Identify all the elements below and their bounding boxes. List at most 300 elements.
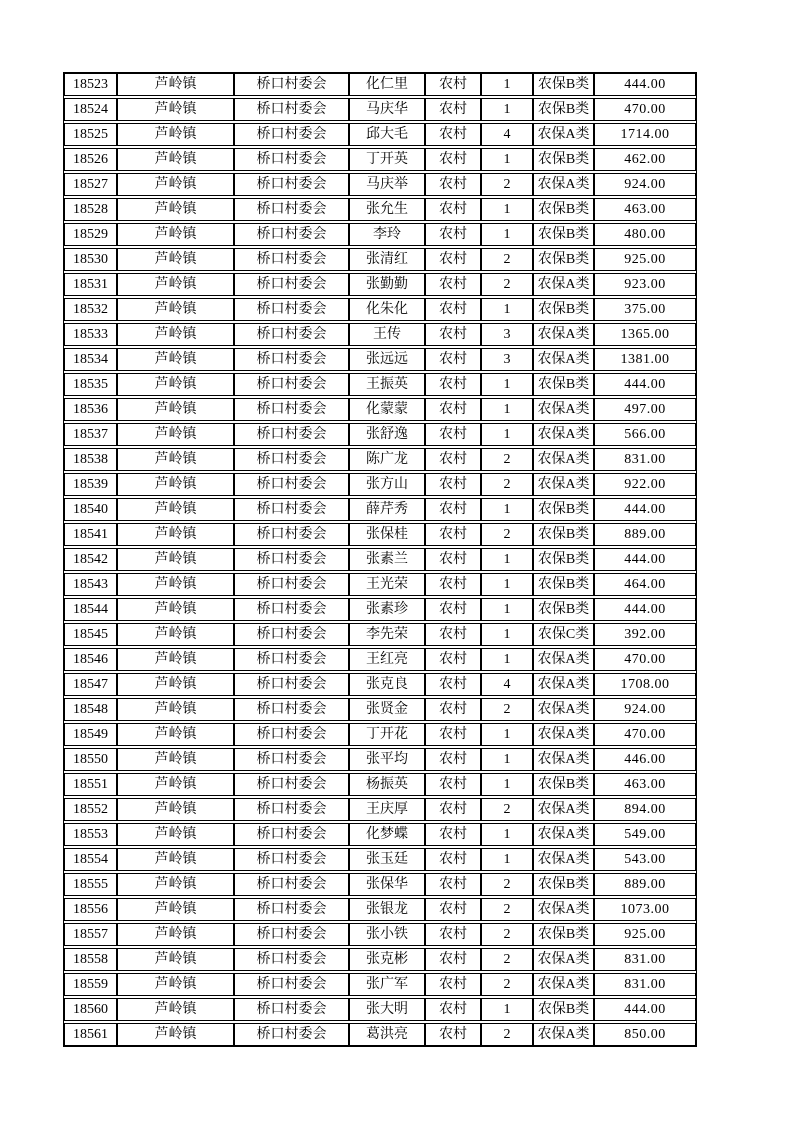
cell-insurance_category: 农保B类	[533, 248, 594, 271]
cell-residence_type: 农村	[425, 598, 481, 621]
cell-town: 芦岭镇	[117, 748, 234, 771]
cell-amount: 924.00	[594, 173, 696, 196]
cell-insurance_category: 农保B类	[533, 548, 594, 571]
cell-person_count: 1	[481, 598, 533, 621]
cell-amount: 470.00	[594, 98, 696, 121]
cell-residence_type: 农村	[425, 698, 481, 721]
cell-id: 18523	[64, 73, 117, 96]
cell-village: 桥口村委会	[234, 723, 349, 746]
cell-id: 18536	[64, 398, 117, 421]
cell-town: 芦岭镇	[117, 198, 234, 221]
cell-id: 18540	[64, 498, 117, 521]
cell-name: 张克彬	[349, 948, 425, 971]
table-row	[64, 323, 696, 346]
cell-id: 18529	[64, 223, 117, 246]
cell-person_count: 2	[481, 798, 533, 821]
cell-amount: 444.00	[594, 73, 696, 96]
cell-name: 王振英	[349, 373, 425, 396]
cell-insurance_category: 农保B类	[533, 573, 594, 596]
cell-amount: 470.00	[594, 648, 696, 671]
cell-amount: 375.00	[594, 298, 696, 321]
cell-town: 芦岭镇	[117, 948, 234, 971]
cell-village: 桥口村委会	[234, 623, 349, 646]
cell-insurance_category: 农保A类	[533, 898, 594, 921]
cell-person_count: 1	[481, 498, 533, 521]
cell-town: 芦岭镇	[117, 473, 234, 496]
cell-id: 18538	[64, 448, 117, 471]
cell-id: 18537	[64, 423, 117, 446]
cell-village: 桥口村委会	[234, 973, 349, 996]
table-row	[64, 773, 696, 796]
cell-amount: 889.00	[594, 873, 696, 896]
table-row	[64, 523, 696, 546]
cell-person_count: 2	[481, 973, 533, 996]
cell-village: 桥口村委会	[234, 298, 349, 321]
cell-id: 18547	[64, 673, 117, 696]
cell-amount: 831.00	[594, 948, 696, 971]
cell-name: 化仁里	[349, 73, 425, 96]
cell-name: 张大明	[349, 998, 425, 1021]
cell-insurance_category: 农保B类	[533, 298, 594, 321]
table-row	[64, 848, 696, 871]
cell-town: 芦岭镇	[117, 373, 234, 396]
cell-town: 芦岭镇	[117, 148, 234, 171]
cell-person_count: 1	[481, 823, 533, 846]
table-row	[64, 248, 696, 271]
table-row	[64, 498, 696, 521]
cell-town: 芦岭镇	[117, 623, 234, 646]
cell-id: 18549	[64, 723, 117, 746]
cell-insurance_category: 农保B类	[533, 98, 594, 121]
table-row	[64, 148, 696, 171]
cell-id: 18544	[64, 598, 117, 621]
cell-residence_type: 农村	[425, 748, 481, 771]
cell-person_count: 3	[481, 348, 533, 371]
cell-amount: 566.00	[594, 423, 696, 446]
cell-person_count: 2	[481, 1023, 533, 1046]
table-row	[64, 298, 696, 321]
cell-amount: 922.00	[594, 473, 696, 496]
cell-id: 18542	[64, 548, 117, 571]
table-row	[64, 548, 696, 571]
cell-id: 18548	[64, 698, 117, 721]
cell-id: 18551	[64, 773, 117, 796]
cell-id: 18555	[64, 873, 117, 896]
cell-id: 18528	[64, 198, 117, 221]
cell-amount: 924.00	[594, 698, 696, 721]
table-row	[64, 398, 696, 421]
cell-person_count: 1	[481, 773, 533, 796]
cell-residence_type: 农村	[425, 898, 481, 921]
cell-residence_type: 农村	[425, 1023, 481, 1046]
cell-id: 18535	[64, 373, 117, 396]
cell-village: 桥口村委会	[234, 648, 349, 671]
table-row	[64, 73, 696, 96]
cell-village: 桥口村委会	[234, 748, 349, 771]
table-row	[64, 748, 696, 771]
cell-residence_type: 农村	[425, 98, 481, 121]
cell-id: 18556	[64, 898, 117, 921]
cell-town: 芦岭镇	[117, 223, 234, 246]
cell-person_count: 1	[481, 398, 533, 421]
cell-insurance_category: 农保A类	[533, 448, 594, 471]
cell-amount: 543.00	[594, 848, 696, 871]
cell-id: 18541	[64, 523, 117, 546]
cell-id: 18524	[64, 98, 117, 121]
cell-amount: 444.00	[594, 548, 696, 571]
cell-person_count: 2	[481, 948, 533, 971]
cell-insurance_category: 农保B类	[533, 923, 594, 946]
cell-id: 18525	[64, 123, 117, 146]
cell-insurance_category: 农保A类	[533, 748, 594, 771]
cell-amount: 1708.00	[594, 673, 696, 696]
cell-insurance_category: 农保A类	[533, 823, 594, 846]
cell-name: 张远远	[349, 348, 425, 371]
cell-village: 桥口村委会	[234, 423, 349, 446]
payment-table	[63, 72, 697, 1047]
cell-amount: 894.00	[594, 798, 696, 821]
cell-amount: 1714.00	[594, 123, 696, 146]
cell-residence_type: 农村	[425, 448, 481, 471]
cell-village: 桥口村委会	[234, 248, 349, 271]
cell-insurance_category: 农保A类	[533, 348, 594, 371]
table-row	[64, 473, 696, 496]
cell-name: 马庆华	[349, 98, 425, 121]
cell-person_count: 3	[481, 323, 533, 346]
cell-residence_type: 农村	[425, 673, 481, 696]
table-row	[64, 448, 696, 471]
cell-insurance_category: 农保A类	[533, 648, 594, 671]
cell-residence_type: 农村	[425, 923, 481, 946]
cell-amount: 831.00	[594, 448, 696, 471]
cell-village: 桥口村委会	[234, 323, 349, 346]
table-row	[64, 598, 696, 621]
cell-residence_type: 农村	[425, 223, 481, 246]
cell-insurance_category: 农保B类	[533, 523, 594, 546]
table-row	[64, 623, 696, 646]
cell-town: 芦岭镇	[117, 248, 234, 271]
cell-town: 芦岭镇	[117, 448, 234, 471]
cell-town: 芦岭镇	[117, 673, 234, 696]
cell-village: 桥口村委会	[234, 773, 349, 796]
cell-amount: 463.00	[594, 198, 696, 221]
table-row	[64, 673, 696, 696]
cell-name: 丁开花	[349, 723, 425, 746]
cell-town: 芦岭镇	[117, 848, 234, 871]
cell-name: 王光荣	[349, 573, 425, 596]
cell-village: 桥口村委会	[234, 273, 349, 296]
table-row	[64, 998, 696, 1021]
table-row	[64, 373, 696, 396]
cell-person_count: 1	[481, 223, 533, 246]
cell-name: 葛洪亮	[349, 1023, 425, 1046]
table-row	[64, 698, 696, 721]
cell-id: 18558	[64, 948, 117, 971]
cell-id: 18561	[64, 1023, 117, 1046]
cell-insurance_category: 农保A类	[533, 798, 594, 821]
table-row	[64, 173, 696, 196]
cell-residence_type: 农村	[425, 573, 481, 596]
cell-id: 18534	[64, 348, 117, 371]
table-row	[64, 573, 696, 596]
cell-town: 芦岭镇	[117, 598, 234, 621]
table-row	[64, 1023, 696, 1046]
cell-village: 桥口村委会	[234, 348, 349, 371]
cell-name: 张保华	[349, 873, 425, 896]
cell-town: 芦岭镇	[117, 898, 234, 921]
cell-residence_type: 农村	[425, 648, 481, 671]
cell-residence_type: 农村	[425, 248, 481, 271]
cell-person_count: 2	[481, 248, 533, 271]
cell-name: 张保桂	[349, 523, 425, 546]
cell-person_count: 2	[481, 923, 533, 946]
cell-name: 张方山	[349, 473, 425, 496]
cell-name: 张小铁	[349, 923, 425, 946]
cell-insurance_category: 农保B类	[533, 498, 594, 521]
cell-insurance_category: 农保B类	[533, 773, 594, 796]
cell-id: 18552	[64, 798, 117, 821]
cell-residence_type: 农村	[425, 373, 481, 396]
cell-town: 芦岭镇	[117, 498, 234, 521]
cell-village: 桥口村委会	[234, 498, 349, 521]
cell-person_count: 1	[481, 423, 533, 446]
cell-person_count: 1	[481, 723, 533, 746]
cell-town: 芦岭镇	[117, 548, 234, 571]
cell-name: 马庆举	[349, 173, 425, 196]
cell-person_count: 1	[481, 98, 533, 121]
cell-person_count: 2	[481, 273, 533, 296]
cell-town: 芦岭镇	[117, 398, 234, 421]
cell-village: 桥口村委会	[234, 73, 349, 96]
cell-name: 张允生	[349, 198, 425, 221]
cell-id: 18557	[64, 923, 117, 946]
cell-village: 桥口村委会	[234, 548, 349, 571]
cell-name: 张贤金	[349, 698, 425, 721]
cell-residence_type: 农村	[425, 623, 481, 646]
cell-name: 张银龙	[349, 898, 425, 921]
cell-insurance_category: 农保A类	[533, 173, 594, 196]
cell-person_count: 2	[481, 898, 533, 921]
cell-residence_type: 农村	[425, 298, 481, 321]
cell-name: 化梦蝶	[349, 823, 425, 846]
cell-town: 芦岭镇	[117, 923, 234, 946]
table-row	[64, 723, 696, 746]
cell-insurance_category: 农保A类	[533, 948, 594, 971]
cell-town: 芦岭镇	[117, 98, 234, 121]
cell-insurance_category: 农保B类	[533, 998, 594, 1021]
cell-amount: 444.00	[594, 998, 696, 1021]
cell-residence_type: 农村	[425, 173, 481, 196]
cell-person_count: 1	[481, 748, 533, 771]
cell-residence_type: 农村	[425, 273, 481, 296]
cell-id: 18550	[64, 748, 117, 771]
cell-insurance_category: 农保A类	[533, 123, 594, 146]
cell-name: 王庆厚	[349, 798, 425, 821]
cell-village: 桥口村委会	[234, 473, 349, 496]
cell-amount: 831.00	[594, 973, 696, 996]
table-row	[64, 898, 696, 921]
cell-residence_type: 农村	[425, 323, 481, 346]
cell-residence_type: 农村	[425, 473, 481, 496]
cell-name: 李玲	[349, 223, 425, 246]
cell-village: 桥口村委会	[234, 373, 349, 396]
cell-amount: 444.00	[594, 373, 696, 396]
cell-insurance_category: 农保A类	[533, 423, 594, 446]
cell-name: 陈广龙	[349, 448, 425, 471]
cell-name: 邱大毛	[349, 123, 425, 146]
table-row	[64, 798, 696, 821]
cell-village: 桥口村委会	[234, 523, 349, 546]
cell-amount: 925.00	[594, 923, 696, 946]
table-row	[64, 423, 696, 446]
cell-residence_type: 农村	[425, 973, 481, 996]
cell-residence_type: 农村	[425, 548, 481, 571]
cell-residence_type: 农村	[425, 498, 481, 521]
cell-person_count: 1	[481, 148, 533, 171]
cell-village: 桥口村委会	[234, 398, 349, 421]
cell-village: 桥口村委会	[234, 823, 349, 846]
cell-amount: 923.00	[594, 273, 696, 296]
cell-id: 18553	[64, 823, 117, 846]
cell-town: 芦岭镇	[117, 423, 234, 446]
cell-amount: 1365.00	[594, 323, 696, 346]
cell-village: 桥口村委会	[234, 123, 349, 146]
cell-town: 芦岭镇	[117, 273, 234, 296]
cell-insurance_category: 农保B类	[533, 873, 594, 896]
cell-name: 李先荣	[349, 623, 425, 646]
cell-town: 芦岭镇	[117, 523, 234, 546]
cell-town: 芦岭镇	[117, 648, 234, 671]
cell-name: 张克良	[349, 673, 425, 696]
cell-amount: 925.00	[594, 248, 696, 271]
cell-name: 王红亮	[349, 648, 425, 671]
cell-person_count: 1	[481, 623, 533, 646]
cell-residence_type: 农村	[425, 848, 481, 871]
cell-village: 桥口村委会	[234, 873, 349, 896]
table-row	[64, 348, 696, 371]
cell-id: 18526	[64, 148, 117, 171]
cell-id: 18545	[64, 623, 117, 646]
cell-town: 芦岭镇	[117, 798, 234, 821]
cell-amount: 464.00	[594, 573, 696, 596]
cell-id: 18546	[64, 648, 117, 671]
cell-town: 芦岭镇	[117, 773, 234, 796]
cell-village: 桥口村委会	[234, 448, 349, 471]
cell-residence_type: 农村	[425, 198, 481, 221]
cell-name: 化蒙蒙	[349, 398, 425, 421]
cell-insurance_category: 农保A类	[533, 673, 594, 696]
table-row	[64, 648, 696, 671]
cell-name: 张广军	[349, 973, 425, 996]
cell-insurance_category: 农保B类	[533, 148, 594, 171]
cell-town: 芦岭镇	[117, 73, 234, 96]
cell-insurance_category: 农保A类	[533, 1023, 594, 1046]
cell-amount: 1073.00	[594, 898, 696, 921]
cell-id: 18539	[64, 473, 117, 496]
cell-person_count: 1	[481, 73, 533, 96]
cell-village: 桥口村委会	[234, 948, 349, 971]
cell-residence_type: 农村	[425, 823, 481, 846]
cell-village: 桥口村委会	[234, 798, 349, 821]
table-row	[64, 273, 696, 296]
cell-person_count: 1	[481, 198, 533, 221]
cell-residence_type: 农村	[425, 423, 481, 446]
cell-person_count: 1	[481, 373, 533, 396]
cell-amount: 444.00	[594, 598, 696, 621]
cell-town: 芦岭镇	[117, 998, 234, 1021]
cell-town: 芦岭镇	[117, 823, 234, 846]
table-row	[64, 123, 696, 146]
cell-insurance_category: 农保A类	[533, 723, 594, 746]
cell-village: 桥口村委会	[234, 98, 349, 121]
table-row	[64, 223, 696, 246]
cell-residence_type: 农村	[425, 123, 481, 146]
table-row	[64, 923, 696, 946]
table-row	[64, 198, 696, 221]
cell-residence_type: 农村	[425, 523, 481, 546]
cell-town: 芦岭镇	[117, 1023, 234, 1046]
cell-person_count: 1	[481, 998, 533, 1021]
cell-village: 桥口村委会	[234, 923, 349, 946]
cell-village: 桥口村委会	[234, 673, 349, 696]
cell-insurance_category: 农保B类	[533, 223, 594, 246]
cell-residence_type: 农村	[425, 148, 481, 171]
cell-insurance_category: 农保A类	[533, 273, 594, 296]
table-row	[64, 873, 696, 896]
cell-amount: 470.00	[594, 723, 696, 746]
cell-insurance_category: 农保A类	[533, 473, 594, 496]
table-row	[64, 823, 696, 846]
cell-town: 芦岭镇	[117, 723, 234, 746]
cell-person_count: 4	[481, 673, 533, 696]
cell-village: 桥口村委会	[234, 223, 349, 246]
cell-name: 张勤勤	[349, 273, 425, 296]
cell-amount: 850.00	[594, 1023, 696, 1046]
cell-amount: 497.00	[594, 398, 696, 421]
cell-name: 张清红	[349, 248, 425, 271]
cell-insurance_category: 农保B类	[533, 73, 594, 96]
cell-person_count: 2	[481, 698, 533, 721]
cell-id: 18559	[64, 973, 117, 996]
cell-person_count: 2	[481, 473, 533, 496]
cell-town: 芦岭镇	[117, 698, 234, 721]
cell-amount: 549.00	[594, 823, 696, 846]
table-row	[64, 973, 696, 996]
cell-id: 18531	[64, 273, 117, 296]
cell-name: 薛芹秀	[349, 498, 425, 521]
cell-insurance_category: 农保B类	[533, 198, 594, 221]
cell-village: 桥口村委会	[234, 898, 349, 921]
cell-amount: 446.00	[594, 748, 696, 771]
cell-residence_type: 农村	[425, 948, 481, 971]
cell-name: 丁开英	[349, 148, 425, 171]
cell-name: 张舒逸	[349, 423, 425, 446]
cell-person_count: 2	[481, 873, 533, 896]
cell-amount: 462.00	[594, 148, 696, 171]
cell-town: 芦岭镇	[117, 973, 234, 996]
cell-town: 芦岭镇	[117, 323, 234, 346]
cell-name: 张玉廷	[349, 848, 425, 871]
cell-residence_type: 农村	[425, 73, 481, 96]
cell-residence_type: 农村	[425, 798, 481, 821]
cell-amount: 889.00	[594, 523, 696, 546]
cell-residence_type: 农村	[425, 998, 481, 1021]
cell-village: 桥口村委会	[234, 198, 349, 221]
cell-town: 芦岭镇	[117, 873, 234, 896]
cell-residence_type: 农村	[425, 348, 481, 371]
cell-village: 桥口村委会	[234, 698, 349, 721]
cell-residence_type: 农村	[425, 873, 481, 896]
